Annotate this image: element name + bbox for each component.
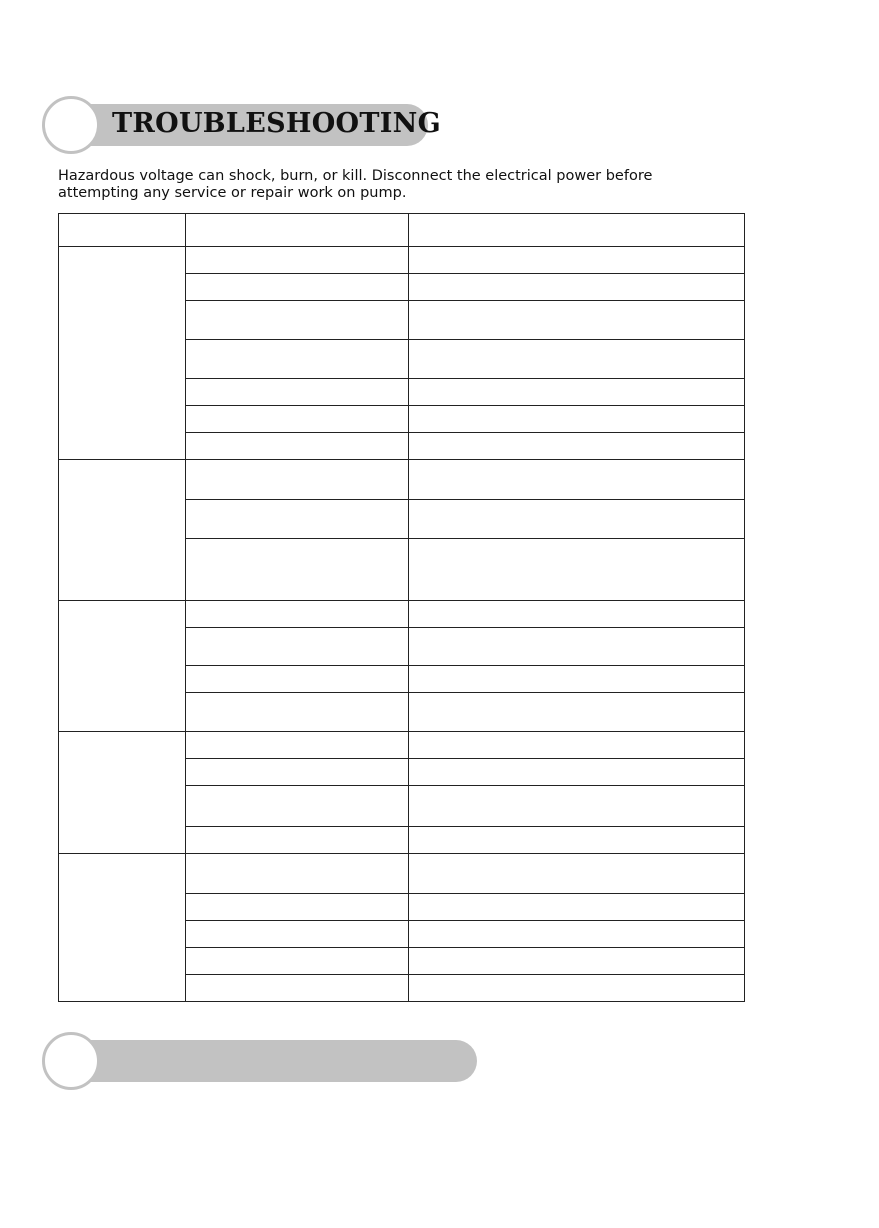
hazard-warning [58,168,748,202]
remedy-cell [409,539,745,601]
cause-cell [186,693,409,732]
remedy-cell [409,406,745,433]
remedy-cell [409,666,745,693]
troubleshooting-table [58,213,745,1002]
cause-cell [186,894,409,921]
remedy-cell [409,628,745,666]
problem-cell [59,601,186,732]
remedy-cell [409,786,745,827]
table-row [59,601,745,628]
remedy-cell [409,827,745,854]
header-cell-remedy [409,214,745,247]
section-title: TROUBLESHOOTING [112,108,441,139]
cause-cell [186,340,409,379]
table-header-row [59,214,745,247]
remedy-cell [409,693,745,732]
header-bar [72,1040,477,1082]
remedy-cell [409,921,745,948]
cause-cell [186,921,409,948]
cause-cell [186,827,409,854]
remedy-cell [409,854,745,894]
remedy-cell [409,601,745,628]
problem-cell [59,460,186,601]
warning-line-1: Hazardous voltage can shock, burn, or kill. Disconnect the electrical power before [58,168,653,184]
remedy-cell [409,247,745,274]
header-circle [42,96,100,154]
header-circle [42,1032,100,1090]
cause-cell [186,732,409,759]
warning-line-2: attempting any service or repair work on pump. [58,185,407,201]
remedy-cell [409,301,745,340]
remedy-cell [409,340,745,379]
cause-cell [186,601,409,628]
remedy-cell [409,732,745,759]
remedy-cell [409,759,745,786]
remedy-cell [409,433,745,460]
remedy-cell [409,274,745,301]
cause-cell [186,948,409,975]
cause-cell [186,460,409,500]
cause-cell [186,274,409,301]
cause-cell [186,539,409,601]
remedy-cell [409,460,745,500]
remedy-cell [409,894,745,921]
problem-cell [59,247,186,460]
cause-cell [186,406,409,433]
header-cell-problem [59,214,186,247]
cause-cell [186,301,409,340]
table-row [59,732,745,759]
remedy-cell [409,975,745,1002]
cause-cell [186,854,409,894]
table-row [59,247,745,274]
table-row [59,854,745,894]
cause-cell [186,379,409,406]
header-cell-cause [186,214,409,247]
remedy-cell [409,500,745,539]
remedy-cell [409,379,745,406]
problem-cell [59,732,186,854]
cause-cell [186,666,409,693]
cause-cell [186,247,409,274]
cause-cell [186,500,409,539]
cause-cell [186,433,409,460]
cause-cell [186,786,409,827]
cause-cell [186,759,409,786]
cause-cell [186,628,409,666]
cause-cell [186,975,409,1002]
problem-cell [59,854,186,1002]
table-row [59,460,745,500]
remedy-cell [409,948,745,975]
